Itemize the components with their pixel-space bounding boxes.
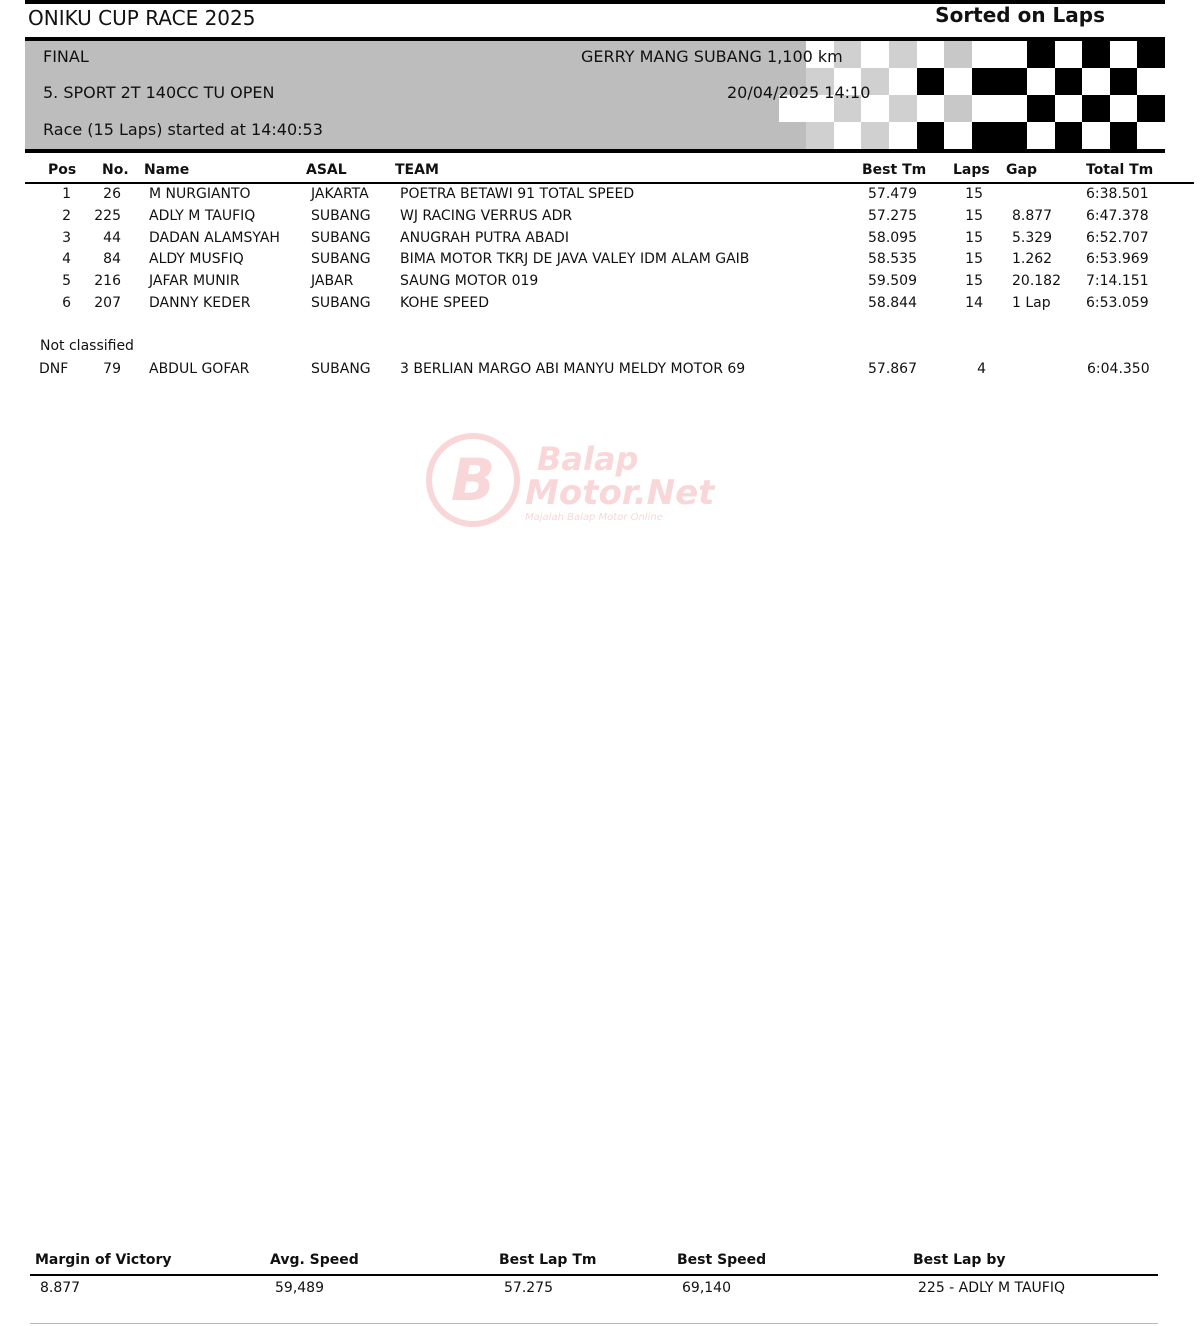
race-info-label: Race (15 Laps) started at 14:40:53 [43, 120, 323, 139]
footer-rule [30, 1274, 1158, 1276]
best-speed-value: 69,140 [682, 1280, 731, 1296]
sorted-label: Sorted on Laps [935, 3, 1105, 27]
cell-best-tm: 58.844 [868, 295, 917, 311]
table-row [0, 208, 1200, 230]
col-team: TEAM [395, 162, 439, 178]
margin-label: Margin of Victory [35, 1252, 172, 1268]
cell-gap: 1.262 [1012, 251, 1053, 268]
cell-best-tm: 58.095 [868, 229, 917, 246]
table-row [0, 361, 1200, 383]
best-speed-label: Best Speed [677, 1252, 767, 1268]
col-asal: ASAL [306, 162, 347, 178]
cell-total-tm: 6:53.059 [1086, 295, 1149, 311]
cell-laps: 15 [965, 251, 983, 268]
cell-asal: SUBANG [311, 229, 371, 246]
cell-total-tm: 6:38.501 [1086, 186, 1149, 202]
cell-best-tm: 57.275 [868, 207, 917, 224]
cell-laps: 4 [977, 361, 986, 377]
cell-pos: 1 [62, 186, 71, 202]
cell-name: DADAN ALAMSYAH [149, 229, 280, 246]
cell-pos: 2 [62, 207, 71, 224]
datetime-label: 20/04/2025 14:10 [727, 83, 871, 102]
col-best-tm: Best Tm [862, 162, 927, 178]
cell-laps: 15 [965, 229, 983, 246]
balapmotor-watermark-logo [425, 430, 775, 530]
avg-speed-value: 59,489 [275, 1280, 324, 1296]
cell-total-tm: 6:53.969 [1086, 251, 1149, 268]
session-header [25, 41, 1165, 149]
table-row [0, 186, 1200, 208]
svg-text:Majalah Balap Motor Online: Majalah Balap Motor Online [525, 512, 663, 523]
cell-pos: 6 [62, 295, 71, 311]
cell-name: JAFAR MUNIR [149, 273, 240, 290]
col-total-tm: Total Tm [1086, 162, 1154, 178]
cell-team: 3 BERLIAN MARGO ABI MANYU MELDY MOTOR 69 [400, 361, 746, 377]
best-lap-tm-label: Best Lap Tm [499, 1252, 597, 1268]
cell-pos: DNF [39, 361, 69, 377]
cell-name: ALDY MUSFIQ [149, 251, 244, 268]
not-classified-label: Not classified [40, 338, 134, 354]
svg-text:Motor.Net: Motor.Net [525, 473, 715, 513]
svg-text:Balap: Balap [537, 440, 639, 478]
cell-gap: 5.329 [1012, 229, 1053, 246]
table-row [0, 295, 1200, 317]
cell-team: BIMA MOTOR TKRJ DE JAVA VALEY IDM ALAM GAIB [400, 251, 750, 268]
table-row [0, 273, 1200, 295]
cell-pos: 4 [62, 251, 71, 268]
cell-total-tm: 6:04.350 [1087, 361, 1150, 377]
margin-value: 8.877 [40, 1280, 81, 1296]
session-label: FINAL [43, 47, 89, 66]
cell-asal: JAKARTA [311, 186, 369, 202]
cell-total-tm: 6:47.378 [1086, 207, 1149, 224]
cell-asal: SUBANG [311, 207, 371, 224]
cell-no: 84 [103, 251, 121, 268]
cell-name: M NURGIANTO [149, 186, 251, 202]
cell-laps: 14 [965, 295, 983, 311]
cell-team: WJ RACING VERRUS ADR [400, 207, 573, 224]
cell-team: ANUGRAH PUTRA ABADI [400, 229, 569, 246]
cell-no: 207 [94, 295, 121, 311]
circuit-label: GERRY MANG SUBANG 1,100 km [581, 47, 843, 66]
cell-no: 79 [103, 361, 121, 377]
cell-team: KOHE SPEED [400, 295, 490, 311]
cell-asal: SUBANG [311, 361, 371, 377]
cell-no: 216 [94, 273, 121, 290]
cell-asal: SUBANG [311, 251, 371, 268]
cell-asal: SUBANG [311, 295, 371, 311]
columns-rule [25, 182, 1194, 184]
cell-team: POETRA BETAWI 91 TOTAL SPEED [400, 186, 635, 202]
cell-no: 44 [103, 229, 121, 246]
cell-gap: 20.182 [1012, 273, 1061, 290]
cell-pos: 3 [62, 229, 71, 246]
table-row [0, 251, 1200, 273]
cell-gap: 1 Lap [1012, 295, 1051, 311]
cell-best-tm: 59.509 [868, 273, 917, 290]
cell-laps: 15 [965, 273, 983, 290]
cell-name: ABDUL GOFAR [149, 361, 250, 377]
table-row [0, 230, 1200, 252]
cell-total-tm: 7:14.151 [1086, 273, 1149, 290]
best-lap-by-label: Best Lap by [913, 1252, 1006, 1268]
best-lap-tm-value: 57.275 [504, 1280, 553, 1296]
svg-text:B: B [450, 446, 496, 514]
cell-laps: 15 [965, 207, 983, 224]
cell-best-tm: 58.535 [868, 251, 917, 268]
cell-best-tm: 57.867 [868, 361, 917, 377]
cell-name: DANNY KEDER [149, 295, 251, 311]
cell-no: 26 [103, 186, 121, 202]
cell-gap: 8.877 [1012, 207, 1053, 224]
class-label: 5. SPORT 2T 140CC TU OPEN [43, 83, 275, 102]
cell-total-tm: 6:52.707 [1086, 229, 1149, 246]
cell-asal: JABAR [311, 273, 354, 290]
event-title: ONIKU CUP RACE 2025 [28, 6, 256, 30]
page-bottom-rule [30, 1323, 1158, 1324]
col-name: Name [144, 162, 190, 178]
col-laps: Laps [953, 162, 990, 178]
col-pos: Pos [48, 162, 77, 178]
best-lap-by-value: 225 - ADLY M TAUFIQ [918, 1280, 1065, 1296]
col-gap: Gap [1006, 162, 1037, 178]
cell-pos: 5 [62, 273, 71, 290]
cell-laps: 15 [965, 186, 983, 202]
avg-speed-label: Avg. Speed [270, 1252, 359, 1268]
col-no: No. [102, 162, 129, 178]
cell-no: 225 [94, 207, 121, 224]
cell-name: ADLY M TAUFIQ [149, 207, 256, 224]
cell-best-tm: 57.479 [868, 186, 917, 202]
header-rule-bottom [25, 149, 1165, 153]
cell-team: SAUNG MOTOR 019 [400, 273, 539, 290]
